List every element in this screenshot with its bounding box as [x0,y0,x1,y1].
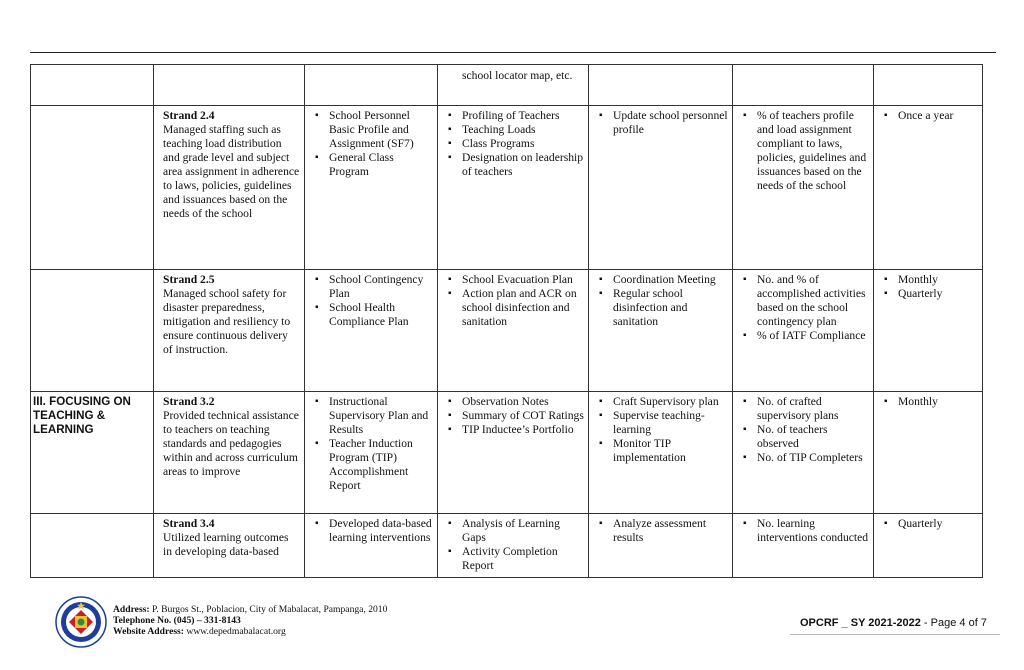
table-row [31,106,983,270]
deliverables-list [447,109,584,179]
deliverables-list [447,273,584,329]
indicators-item: ▪ % of teachers profile and load assignment compliant to laws, policies, guidelines and issuances based on the needs of the school [742,109,869,193]
strand-cell [154,514,305,578]
frequency-list [883,395,978,409]
strand-cell [154,270,305,392]
mov-cell [305,514,438,578]
activities-list [598,273,728,329]
frequency-item: ▪ Monthly [883,395,978,409]
page-number: OPCRF _ SY 2021-2022 - Page 4 of 7 [800,617,987,629]
deliverables-list [447,517,584,573]
strand-title: Strand 2.4 [163,109,215,122]
page-footer [0,596,1024,666]
deliverables-item: ▪ Teaching Loads [447,123,584,137]
activities-list [598,517,728,545]
mov-cell [305,270,438,392]
mov-item: ▪ Developed data-based learning interventions [314,517,433,545]
indicators-item: ▪ No. of crafted supervisory plans [742,395,869,423]
strand-title: Strand 3.4 [163,517,215,530]
mov-item: ▪ Teacher Induction Program (TIP) Accomplishment Report [314,437,433,493]
activities-list [598,109,728,137]
strand-title: Strand 3.2 [163,395,215,408]
kra-cell [31,106,154,270]
activities-cell [589,392,733,514]
indicators-cell [733,392,874,514]
opcrf-table-body [31,65,983,578]
strand-description: Managed school safety for disaster preparedness, mitigation and resiliency to ensure continuous delivery of instruction. [163,287,291,356]
strand-title: Strand 2.5 [163,273,215,286]
deliverables-item: ▪ Class Programs [447,137,584,151]
activities-cell [589,514,733,578]
mov-cell [305,106,438,270]
strand-description: Utilized learning outcomes in developing data-based [163,531,289,558]
activities-item: ▪ Regular school disinfection and sanitation [598,287,728,329]
deliverables-item: ▪ Action plan and ACR on school disinfection and sanitation [447,287,584,329]
activities-cell [589,270,733,392]
frequency-list [883,517,978,531]
deliverables-item: ▪ Observation Notes [447,395,584,409]
indicators-list [742,273,869,343]
deliverables-item: ▪ Analysis of Learning Gaps [447,517,584,545]
kra-cell [31,514,154,578]
indicators-item: ▪ No. of TIP Completers [742,451,869,465]
frequency-list [883,109,978,123]
indicators-cell [733,270,874,392]
opcrf-table [30,64,983,578]
strand-cell [154,392,305,514]
indicators-item: ▪ No. and % of accomplished activities based on the school contingency plan [742,273,869,329]
deliverables-cell [438,514,589,578]
deped-seal-icon [55,596,107,648]
frequency-item: ▪ Quarterly [883,287,978,301]
mov-cell [305,392,438,514]
mov-item: ▪ Instructional Supervisory Plan and Results [314,395,433,437]
footer-address: Address: P. Burgos St., Poblacion, City of Mabalacat, Pampanga, 2010 [113,604,388,615]
activities-list [598,395,728,465]
indicators-cell [733,106,874,270]
table-row [31,270,983,392]
frequency-cell [874,106,983,270]
frequency-cell [874,514,983,578]
indicators-list [742,109,869,193]
deliverables-item: ▪ Activity Completion Report [447,545,584,573]
deliverables-item: ▪ Profiling of Teachers [447,109,584,123]
frequency-cell [874,270,983,392]
kra-cell [31,270,154,392]
footer-website: Website Address: www.depedmabalacat.org [113,626,286,637]
deliverables-item: ▪ TIP Inductee’s Portfolio [447,423,584,437]
indicators-item: ▪ No. of teachers observed [742,423,869,451]
strand-description: Provided technical assistance to teachers on teaching standards and pedagogies within and across curriculum areas to improve [163,409,299,478]
mov-list [314,273,433,329]
kra-cell: III. FOCUSING ON TEACHING & LEARNING [31,392,154,514]
deliverables-list [447,395,584,437]
activities-item: ▪ Monitor TIP implementation [598,437,728,465]
frequency-cell [874,65,983,106]
mov-list [314,517,433,545]
table-row [31,514,983,578]
activities-item: ▪ Coordination Meeting [598,273,728,287]
table-row [31,392,983,514]
indicators-cell [733,65,874,106]
kra-cell [31,65,154,106]
indicators-item: ▪ % of IATF Compliance [742,329,869,343]
deliverables-cell [438,106,589,270]
activities-item: ▪ Analyze assessment results [598,517,728,545]
footer-address-block [113,604,387,637]
strand-description: Managed staffing such as teaching load distribution and grade level and subject area assignment in adherence to laws, policies, guidelines and issuances based on the needs of the school [163,123,300,220]
mov-list [314,109,433,179]
indicators-list [742,517,869,545]
mov-cell [305,65,438,106]
activities-item: ▪ Supervise teaching-learning [598,409,728,437]
mov-item: ▪ School Health Compliance Plan [314,301,433,329]
header-rule [30,52,996,53]
page-number-rule [790,634,1000,635]
activities-cell [589,106,733,270]
deliverables-cell [438,392,589,514]
activities-item: ▪ Update school personnel profile [598,109,728,137]
mov-list [314,395,433,493]
footer-telephone: Telephone No. (045) – 331-8143 [113,615,241,626]
mov-item: ▪ School Contingency Plan [314,273,433,301]
strand-cell [154,65,305,106]
strand-cell [154,106,305,270]
indicators-cell [733,514,874,578]
activities-cell [589,65,733,106]
table-row [31,65,983,106]
indicators-item: ▪ No. learning interventions conducted [742,517,869,545]
frequency-item: ▪ Monthly [883,273,978,287]
frequency-cell [874,392,983,514]
deliverables-item: ▪ School Evacuation Plan [447,273,584,287]
deliverables-item: ▪ Designation on leadership of teachers [447,151,584,179]
deliverables-item: ▪ Summary of COT Ratings [447,409,584,423]
deliverables-cell [438,270,589,392]
frequency-item: ▪ Once a year [883,109,978,123]
mov-item: ▪ General Class Program [314,151,433,179]
indicators-list [742,395,869,465]
mov-item: ▪ School Personnel Basic Profile and Assignment (SF7) [314,109,433,151]
activities-item: ▪ Craft Supervisory plan [598,395,728,409]
deliverables-cell: school locator map, etc. [438,65,589,106]
frequency-list [883,273,978,301]
frequency-item: ▪ Quarterly [883,517,978,531]
